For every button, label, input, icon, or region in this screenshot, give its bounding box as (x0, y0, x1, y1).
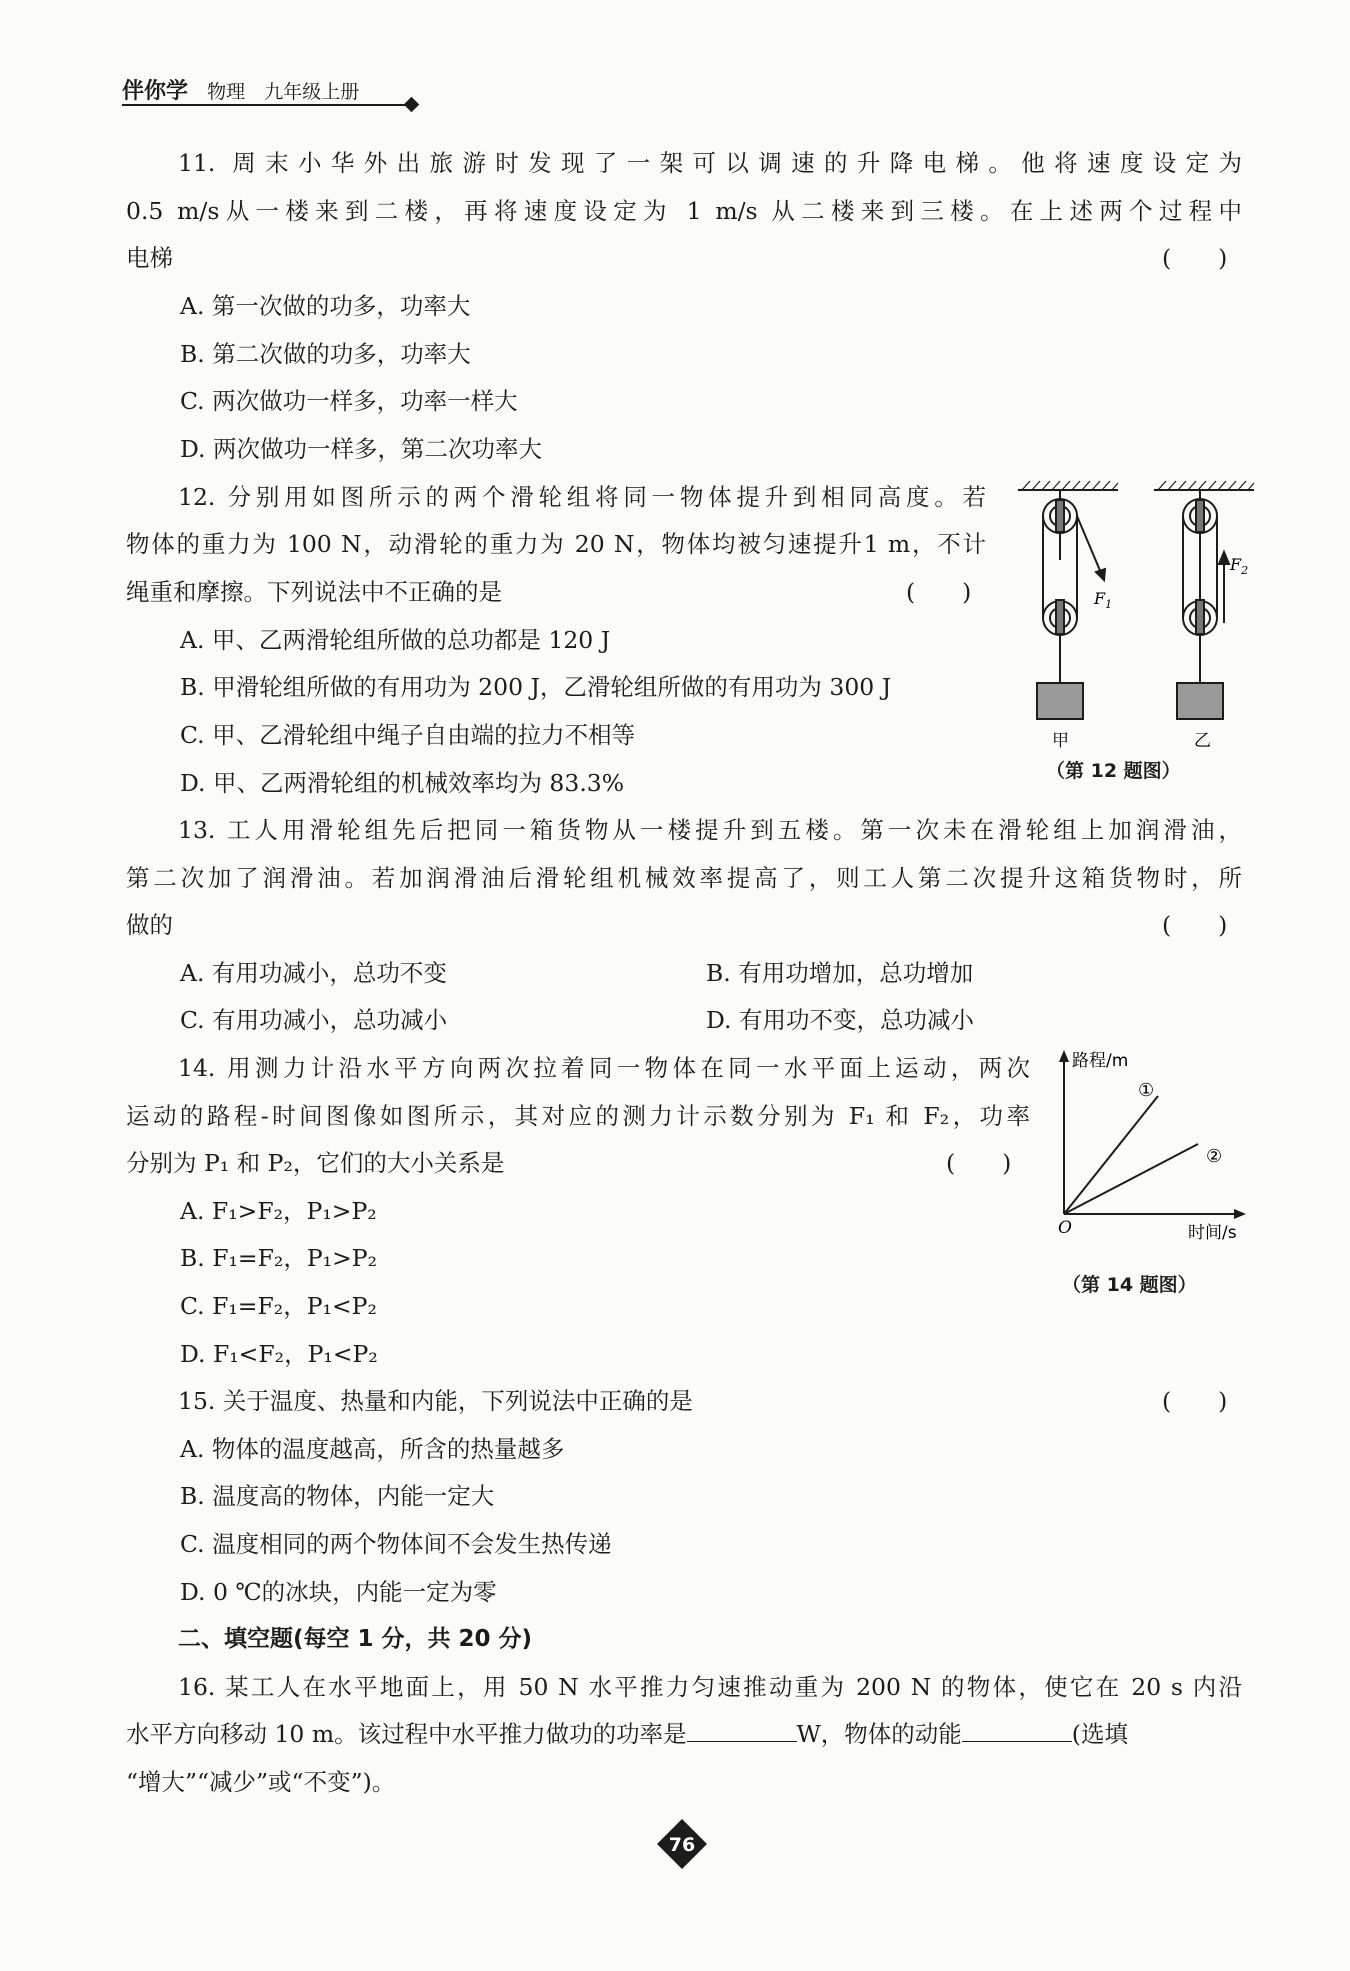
q15-option-a: A. 物体的温度越高，所含的热量越多 (180, 1435, 565, 1463)
line-1-label: ① (1138, 1080, 1155, 1101)
label-yi: 乙 (1194, 731, 1211, 751)
q11-option-b: B. 第二次做的功多，功率大 (180, 340, 471, 368)
q12-option-b: B. 甲滑轮组所做的有用功为 200 J，乙滑轮组所做的有用功为 300 J (180, 673, 892, 701)
page-number: 76 (668, 1834, 696, 1856)
q13-option-a: A. 有用功减小，总功不变 (180, 959, 447, 987)
page-number-badge (656, 1818, 708, 1870)
q13-option-d: D. 有用功不变，总功减小 (706, 1006, 974, 1034)
q11-line1: 11. 周末小华外出旅游时发现了一架可以调速的升降电梯。他将速度设定为 (178, 149, 1242, 177)
q16-line1: 16. 某工人在水平地面上，用 50 N 水平推力匀速推动重为 200 N 的物体，使它在 20 s 内沿 (178, 1673, 1242, 1701)
origin-label: O (1058, 1218, 1072, 1238)
q14-answer-paren: ( ) (946, 1149, 1012, 1177)
q12-option-c: C. 甲、乙滑轮组中绳子自由端的拉力不相等 (180, 721, 636, 749)
q14-line3: 分别为 P₁ 和 P₂，它们的大小关系是 (126, 1149, 505, 1177)
q15-option-b: B. 温度高的物体，内能一定大 (180, 1482, 495, 1510)
q16-line2-part1: 水平方向移动 10 m。该过程中水平推力做功的功率是 (126, 1720, 687, 1748)
q13-line3: 做的 (126, 911, 173, 939)
y-axis-label: 路程/m (1072, 1051, 1129, 1071)
q11-option-d: D. 两次做功一样多，第二次功率大 (180, 435, 542, 463)
q11-option-a: A. 第一次做的功多，功率大 (180, 292, 471, 320)
q16-blank-kinetic-energy[interactable] (962, 1719, 1072, 1742)
q16-line2-part2: W，物体的动能 (796, 1720, 962, 1748)
q13-line1: 13. 工人用滑轮组先后把同一箱货物从一楼提升到五楼。第一次未在滑轮组上加润滑油， (178, 816, 1242, 844)
header-rule (122, 104, 412, 106)
q15-option-c: C. 温度相同的两个物体间不会发生热传递 (180, 1530, 612, 1558)
q16-line3: “增大”“减少”或“不变”)。 (126, 1768, 396, 1796)
force-label-left: $F_1$ (1094, 589, 1113, 611)
line-2 (1064, 1144, 1198, 1214)
q13-line2: 第二次加了润滑油。若加润滑油后滑轮组机械效率提高了，则工人第二次提升这箱货物时，所 (126, 864, 1242, 892)
q11-answer-paren: ( ) (1162, 244, 1228, 272)
grade-label: 九年级上册 (264, 81, 360, 103)
q14-line1: 14. 用测力计沿水平方向两次拉着同一物体在同一水平面上运动，两次 (178, 1054, 1030, 1082)
q12-option-d: D. 甲、乙两滑轮组的机械效率均为 83.3% (180, 769, 625, 797)
q15-line1: 15. 关于温度、热量和内能，下列说法中正确的是 (178, 1387, 693, 1415)
weight-left (1037, 683, 1083, 719)
q16-line2-part3: (选填 (1071, 1720, 1128, 1748)
q16-line2 (126, 1719, 1128, 1749)
q11-line2: 0.5 m/s从一楼来到二楼，再将速度设定为 1 m/s 从二楼来到三楼。在上述两个过程中 (126, 197, 1242, 225)
q13-answer-paren: ( ) (1162, 911, 1228, 939)
q14-option-a: A. F₁>F₂，P₁>P₂ (180, 1197, 377, 1225)
q15-option-d: D. 0 ℃的冰块，内能一定为零 (180, 1578, 497, 1606)
header-diamond-icon (404, 97, 420, 113)
q14-option-c: C. F₁=F₂，P₁<P₂ (180, 1292, 377, 1320)
q11-line3: 电梯 (126, 244, 173, 272)
q15-answer-paren: ( ) (1162, 1387, 1228, 1415)
q16-blank-power[interactable] (687, 1719, 797, 1742)
q14-option-b: B. F₁=F₂，P₁>P₂ (180, 1244, 378, 1272)
q14-figure-caption: （第 14 题图） (1062, 1274, 1197, 1296)
q12-answer-paren: ( ) (906, 578, 972, 606)
q12-line1: 12. 分别用如图所示的两个滑轮组将同一物体提升到相同高度。若 (178, 483, 986, 511)
x-axis-label: 时间/s (1188, 1223, 1237, 1243)
label-jia: 甲 (1052, 731, 1069, 751)
q11-option-c: C. 两次做功一样多，功率一样大 (180, 387, 518, 415)
q12-pulley-figure (1012, 478, 1262, 758)
q14-option-d: D. F₁<F₂，P₁<P₂ (180, 1340, 378, 1368)
section-fill-blank-title: 二、填空题(每空 1 分，共 20 分) (178, 1626, 533, 1652)
subject-label: 物理 (207, 81, 246, 103)
q12-figure-caption: （第 12 题图） (1046, 760, 1181, 782)
force-label-right: $F_2$ (1230, 555, 1249, 577)
q12-option-a: A. 甲、乙两滑轮组所做的总功都是 120 J (180, 626, 611, 654)
line-2-label: ② (1206, 1146, 1223, 1167)
q12-line2: 物体的重力为 100 N，动滑轮的重力为 20 N，物体均被匀速提升1 m，不计 (126, 530, 986, 558)
q13-option-c: C. 有用功减小，总功减小 (180, 1006, 448, 1034)
q12-line3: 绳重和摩擦。下列说法中不正确的是 (126, 578, 502, 606)
brand-title: 伴你学 (122, 79, 189, 104)
q13-option-b: B. 有用功增加，总功增加 (706, 959, 974, 987)
q14-graph (1048, 1044, 1258, 1244)
weight-right (1177, 683, 1223, 719)
line-1 (1064, 1096, 1158, 1214)
q14-line2: 运动的路程-时间图像如图所示，其对应的测力计示数分别为 F₁ 和 F₂，功率 (126, 1102, 1030, 1130)
